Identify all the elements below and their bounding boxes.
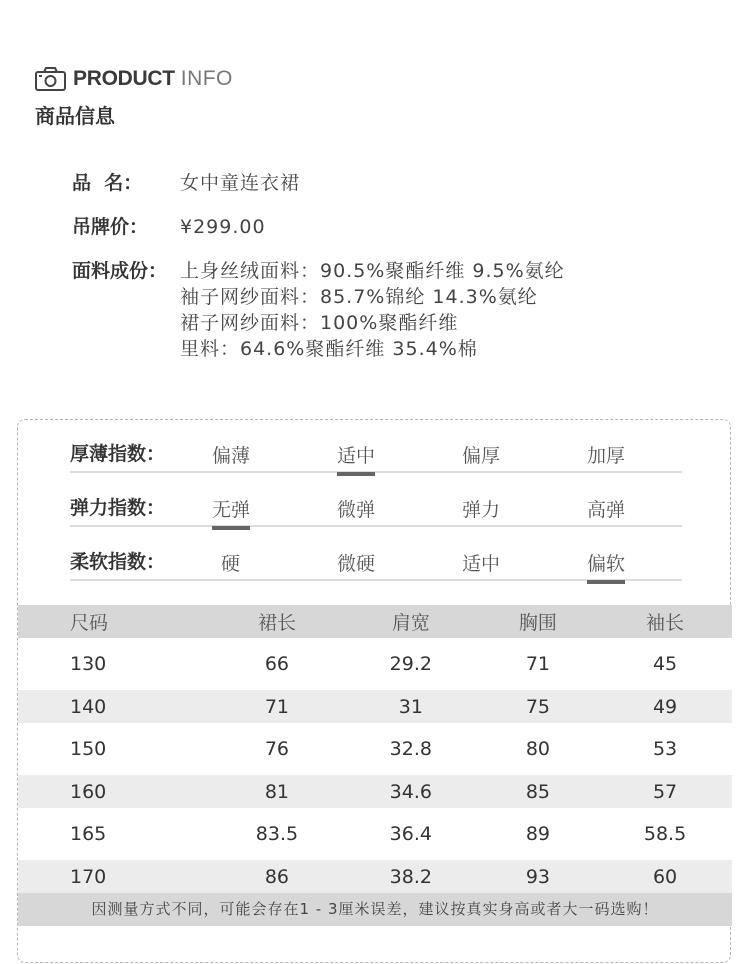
product-info bbox=[72, 170, 565, 362]
material-line: 袖子网纱面料：85.7%锦纶 14.3%氨纶 bbox=[180, 286, 538, 308]
size-table bbox=[18, 605, 732, 893]
index-option: 高弹 bbox=[587, 499, 626, 521]
table-row bbox=[18, 860, 732, 893]
index-option: 硬 bbox=[221, 553, 241, 575]
size-card bbox=[17, 419, 731, 963]
material-lines bbox=[180, 258, 565, 362]
column-header: 袖长 bbox=[598, 605, 732, 638]
name-row bbox=[72, 170, 565, 196]
index-option: 加厚 bbox=[587, 445, 626, 467]
table-cell: 83.5 bbox=[210, 808, 344, 860]
price-label: 吊牌价： bbox=[72, 216, 149, 238]
index-option: 适中 bbox=[337, 441, 375, 468]
table-row bbox=[18, 690, 732, 723]
product-info-header bbox=[35, 64, 233, 129]
table-cell: 93 bbox=[478, 860, 598, 893]
column-header: 胸围 bbox=[478, 605, 598, 638]
table-cell: 71 bbox=[478, 638, 598, 690]
index-option: 微弹 bbox=[337, 499, 376, 521]
table-cell: 165 bbox=[18, 808, 210, 860]
table-cell: 170 bbox=[18, 860, 210, 893]
brand-title-light: INFO bbox=[180, 67, 233, 90]
index-option: 偏厚 bbox=[462, 445, 501, 467]
brand-row bbox=[35, 64, 233, 94]
table-cell: 75 bbox=[478, 690, 598, 723]
measurement-note: 因测量方式不同，可能会存在1 - 3厘米误差，建议按真实身高或者大一码选购！ bbox=[18, 893, 732, 926]
table-cell: 57 bbox=[598, 775, 732, 808]
table-cell: 66 bbox=[210, 638, 344, 690]
table-cell: 130 bbox=[18, 638, 210, 690]
name-label: 品 名： bbox=[72, 172, 143, 194]
table-row bbox=[18, 638, 732, 690]
camera-icon bbox=[35, 67, 66, 91]
price-value: ¥299.00 bbox=[180, 216, 266, 238]
table-cell: 86 bbox=[210, 860, 344, 893]
index-option: 偏薄 bbox=[212, 445, 251, 467]
table-cell: 38.2 bbox=[344, 860, 478, 893]
softness-index-label: 柔软指数： bbox=[70, 551, 166, 573]
column-header: 尺码 bbox=[18, 605, 210, 638]
table-row bbox=[18, 808, 732, 860]
elasticity-index-label: 弹力指数： bbox=[70, 497, 166, 519]
section-title: 商品信息 bbox=[35, 104, 115, 128]
thickness-index-row bbox=[70, 437, 682, 473]
table-row bbox=[18, 775, 732, 808]
column-header: 肩宽 bbox=[344, 605, 478, 638]
price-row bbox=[72, 214, 565, 240]
material-label: 面料成份： bbox=[72, 260, 168, 282]
material-line: 裙子网纱面料：100%聚酯纤维 bbox=[180, 312, 459, 334]
column-header: 裙长 bbox=[210, 605, 344, 638]
index-option: 无弹 bbox=[212, 495, 250, 522]
table-cell: 60 bbox=[598, 860, 732, 893]
table-cell: 53 bbox=[598, 723, 732, 775]
table-cell: 31 bbox=[344, 690, 478, 723]
table-cell: 89 bbox=[478, 808, 598, 860]
table-cell: 150 bbox=[18, 723, 210, 775]
table-cell: 80 bbox=[478, 723, 598, 775]
material-row bbox=[72, 258, 565, 362]
table-cell: 49 bbox=[598, 690, 732, 723]
table-cell: 76 bbox=[210, 723, 344, 775]
table-cell: 140 bbox=[18, 690, 210, 723]
table-cell: 45 bbox=[598, 638, 732, 690]
table-cell: 81 bbox=[210, 775, 344, 808]
material-line: 里料：64.6%聚酯纤维 35.4%棉 bbox=[180, 338, 478, 360]
name-value: 女中童连衣裙 bbox=[180, 172, 301, 194]
table-cell: 85 bbox=[478, 775, 598, 808]
table-cell: 34.6 bbox=[344, 775, 478, 808]
table-cell: 160 bbox=[18, 775, 210, 808]
brand-title-bold: PRODUCT bbox=[73, 67, 175, 90]
table-cell: 71 bbox=[210, 690, 344, 723]
table-cell: 58.5 bbox=[598, 808, 732, 860]
index-option: 偏软 bbox=[587, 549, 625, 576]
index-option: 适中 bbox=[462, 553, 501, 575]
material-line: 上身丝绒面料：90.5%聚酯纤维 9.5%氨纶 bbox=[180, 260, 565, 282]
table-cell: 29.2 bbox=[344, 638, 478, 690]
table-cell: 36.4 bbox=[344, 808, 478, 860]
index-option: 弹力 bbox=[462, 499, 501, 521]
index-option: 微硬 bbox=[337, 553, 376, 575]
table-row bbox=[18, 723, 732, 775]
table-cell: 32.8 bbox=[344, 723, 478, 775]
softness-index-row bbox=[70, 545, 682, 581]
elasticity-index-row bbox=[70, 491, 682, 527]
table-header-row bbox=[18, 605, 732, 638]
thickness-index-label: 厚薄指数： bbox=[70, 443, 166, 465]
